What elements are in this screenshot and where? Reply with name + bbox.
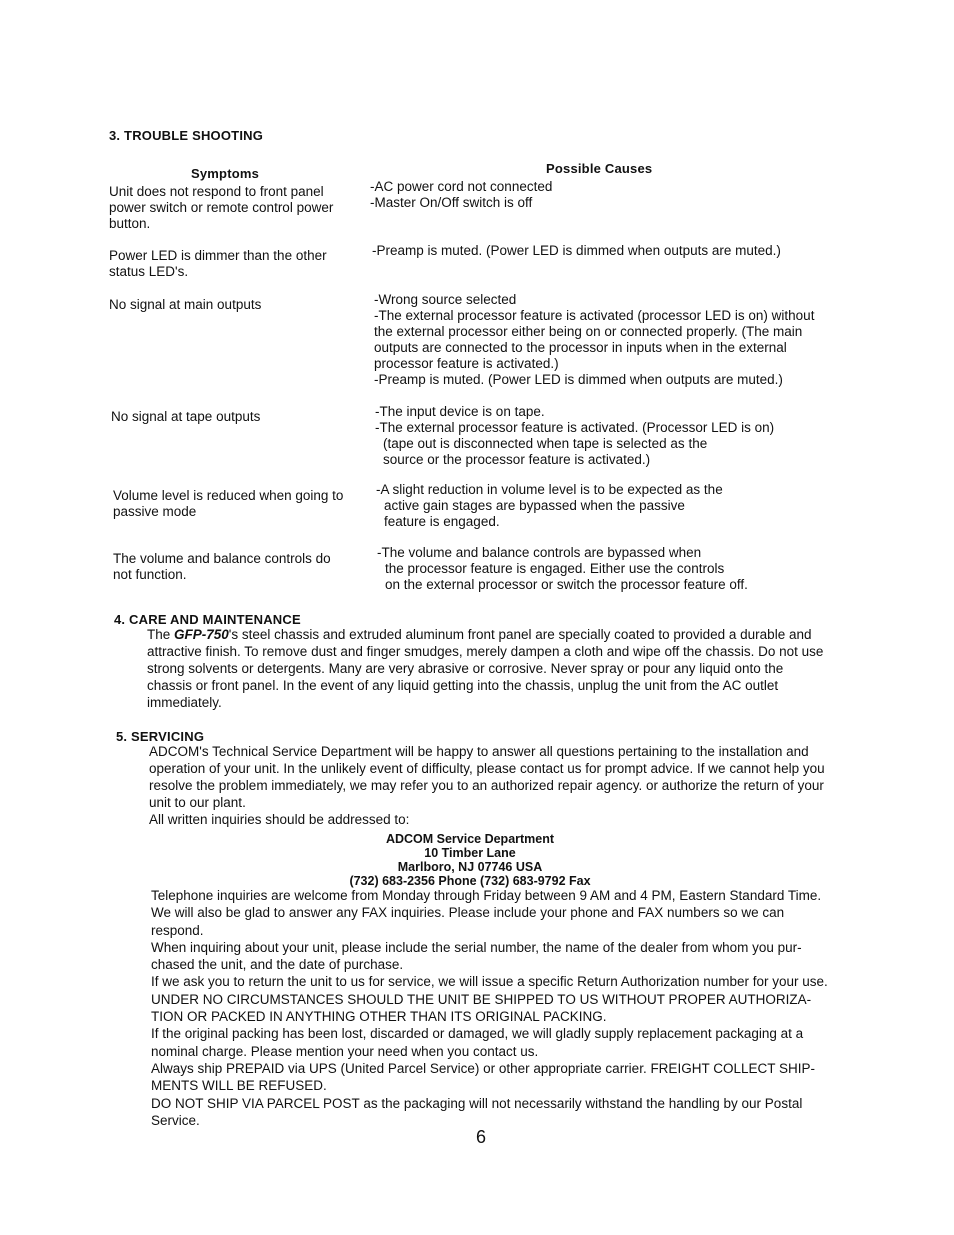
symptom-line: button. — [109, 216, 151, 231]
servicing-line: Service. — [151, 1112, 200, 1128]
symptom-line: No signal at tape outputs — [111, 409, 261, 424]
servicing-body — [151, 887, 828, 1129]
care-paragraph — [147, 626, 823, 711]
cause-line: -The volume and balance controls are bypassed when — [377, 545, 702, 560]
symptom-line: Unit does not respond to front panel — [109, 184, 324, 199]
section-heading-care-maintenance: 4. CARE AND MAINTENANCE — [114, 612, 301, 627]
care-line: chassis or front panel. In the event of any liquid getting into the chassis, unplug the unit from the AC outlet — [147, 678, 779, 693]
address-line: ADCOM Service Department — [385, 832, 555, 846]
servicing-line: If we ask you to return the unit to us for service, we will issue a specific Return Authorization number for your use. — [151, 974, 828, 990]
cause-line: active gain stages are bypassed when the passive — [384, 498, 685, 513]
symptom-no-signal-tape — [111, 409, 260, 425]
servicing-line: MENTS WILL BE REFUSED. — [151, 1078, 327, 1094]
servicing-line: DO NOT SHIP VIA PARCEL POST as the packaging will not necessarily withstand the handling by our Postal — [151, 1095, 803, 1111]
cause-line: -Preamp is muted. (Power LED is dimmed when outputs are muted.) — [372, 243, 781, 258]
cause-line: the external processor either being on or connected properly. (The main — [374, 324, 803, 339]
symptom-no-signal-main — [109, 297, 261, 313]
symptom-power-led-dim — [109, 248, 327, 280]
cause-line: source or the processor feature is activated.) — [383, 452, 651, 467]
cause-line: on the external processor or switch the processor feature off. — [385, 577, 748, 592]
cause-line: -Wrong source selected — [374, 292, 517, 307]
symptoms-column-header: Symptoms — [191, 166, 260, 181]
care-line-text: 's steel chassis and extruded aluminum front panel are specially coated to provided a durable and — [228, 627, 812, 642]
causes-volume-reduced — [376, 482, 723, 530]
servicing-line: unit to our plant. — [149, 795, 246, 810]
cause-line: -Preamp is muted. (Power LED is dimmed when outputs are muted.) — [374, 372, 783, 387]
servicing-line: operation of your unit. In the unlikely event of difficulty, please contact us for prompt advice. If we cannot help you — [149, 761, 825, 776]
care-lead: The — [147, 627, 175, 642]
cause-line: -The external processor feature is activated. (Processor LED is on) — [375, 420, 775, 435]
servicing-line: nominal charge. Please mention your need when you contact us. — [151, 1043, 539, 1059]
servicing-line: UNDER NO CIRCUMSTANCES SHOULD THE UNIT BE SHIPPED TO US WITHOUT PROPER AUTHORIZA- — [151, 991, 812, 1007]
servicing-line: If the original packing has been lost, discarded or damaged, we will gladly supply replacement packaging at a — [151, 1026, 804, 1042]
causes-column-header: Possible Causes — [546, 161, 653, 176]
address-line: Marlboro, NJ 07746 USA — [397, 860, 543, 874]
section-heading-servicing: 5. SERVICING — [116, 729, 205, 744]
servicing-line: All written inquiries should be addressed to: — [149, 812, 410, 827]
cause-line: processor feature is activated.) — [374, 356, 559, 371]
address-line: (732) 683-2356 Phone (732) 683-9792 Fax — [349, 874, 591, 888]
symptom-line: power switch or remote control power — [109, 200, 334, 215]
causes-no-response — [370, 179, 552, 211]
servicing-line: Telephone inquiries are welcome from Monday through Friday between 9 AM and 4 PM, Eastern Standard Time. — [151, 888, 822, 903]
symptom-line: Power LED is dimmer than the other — [109, 248, 327, 263]
servicing-line: resolve the problem immediately, we may refer you to an authorized repair agency. or authorize the return of your — [149, 778, 824, 793]
cause-line: -A slight reduction in volume level is to be expected as the — [376, 482, 723, 497]
cause-line: (tape out is disconnected when tape is selected as the — [383, 436, 708, 451]
servicing-line: respond. — [151, 922, 204, 938]
care-line — [147, 626, 823, 643]
symptom-line: not function. — [113, 567, 187, 582]
symptom-line: Volume level is reduced when going to — [113, 488, 344, 503]
page-number: 6 — [476, 1127, 487, 1147]
section-heading-trouble-shooting: 3. TROUBLE SHOOTING — [109, 128, 264, 143]
symptom-line: The volume and balance controls do — [113, 551, 331, 566]
causes-power-led-dim — [372, 243, 781, 259]
symptom-line: status LED's. — [109, 264, 189, 279]
care-line: attractive finish. To remove dust and finger smudges, merely dampen a cloth and wipe off the chassis. Do not use — [147, 644, 824, 659]
symptom-line: No signal at main outputs — [109, 297, 262, 312]
cause-line: -The external processor feature is activated (processor LED is on) without — [374, 308, 815, 323]
causes-no-signal-tape — [375, 404, 774, 468]
servicing-line: chased the unit, and the date of purchase. — [151, 957, 404, 973]
servicing-line: Always ship PREPAID via UPS (United Parcel Service) or other appropriate carrier. FREIGHT COLLECT SHIP- — [151, 1060, 815, 1076]
service-address-block — [300, 832, 640, 888]
model-name: GFP-750 — [174, 627, 229, 642]
servicing-line: When inquiring about your unit, please include the serial number, the name of the dealer from whom you pur- — [151, 939, 802, 955]
cause-line: -The input device is on tape. — [375, 404, 545, 419]
care-line: strong solvents or detergents. Many are very abrasive or corrosive. Never spray or pour any liquid onto the — [147, 661, 784, 676]
address-line: 10 Timber Lane — [424, 846, 516, 860]
cause-line: feature is engaged. — [384, 514, 500, 529]
servicing-line: ADCOM's Technical Service Department will be happy to answer all questions pertaining to the installation and — [149, 744, 809, 759]
cause-line: -Master On/Off switch is off — [370, 195, 533, 210]
causes-no-signal-main — [374, 292, 814, 388]
care-line: immediately. — [147, 695, 222, 710]
cause-line: the processor feature is engaged. Either use the controls — [385, 561, 725, 576]
symptom-controls-no-function — [113, 551, 331, 583]
servicing-line: TION OR PACKED IN ANYTHING OTHER THAN ITS ORIGINAL PACKING. — [151, 1009, 607, 1025]
servicing-intro — [149, 743, 825, 828]
symptom-line: passive mode — [113, 504, 197, 519]
servicing-line: We will also be glad to answer any FAX inquiries. Please include your phone and FAX numbers so we can — [151, 905, 785, 921]
cause-line: outputs are connected to the processor in inputs when in the external — [374, 340, 787, 355]
cause-line: -AC power cord not connected — [370, 179, 553, 194]
symptom-volume-reduced — [113, 488, 343, 520]
causes-controls-no-function — [377, 545, 748, 593]
symptom-no-response — [109, 184, 333, 232]
